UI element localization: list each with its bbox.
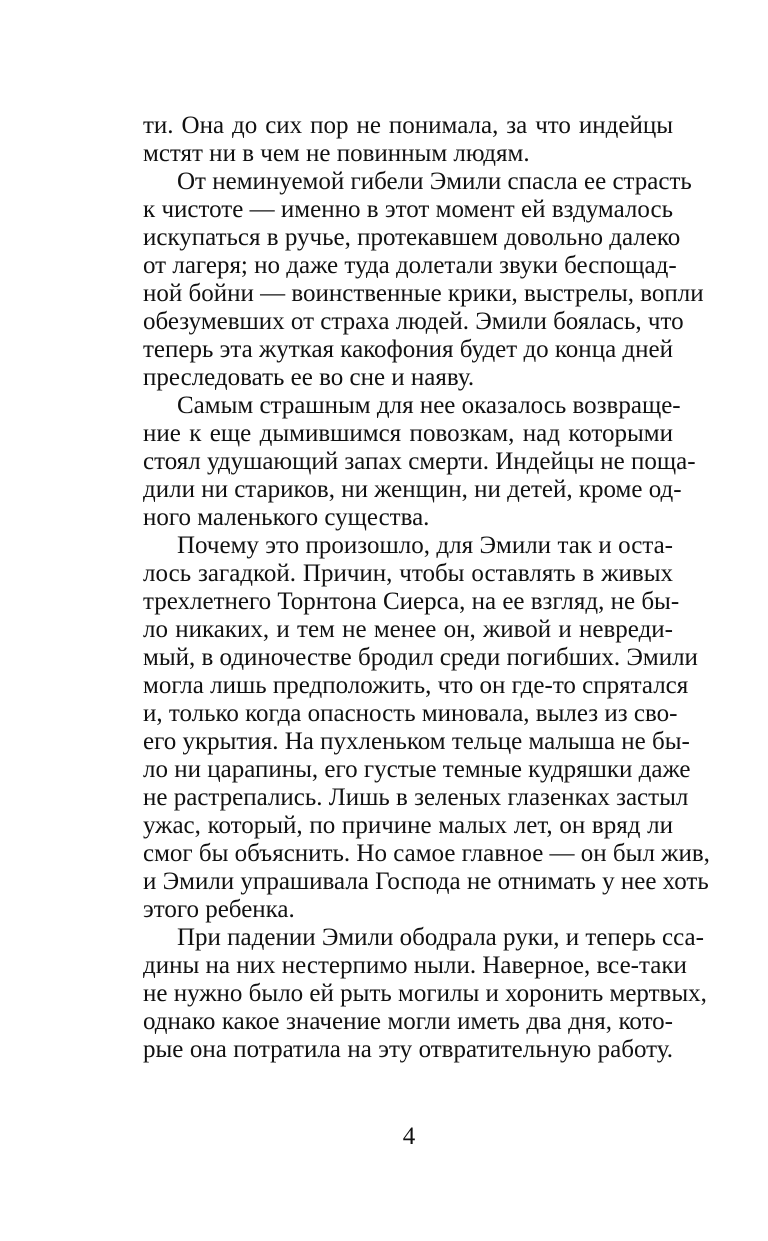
page-number: 4	[402, 1123, 416, 1150]
text-line: ло никаких, и тем не менее он, живой и невреди-	[143, 616, 673, 643]
text-line: ной бойни — воинственные крики, выстрелы, вопли	[143, 280, 704, 307]
body-text	[143, 112, 710, 1064]
text-line: его укрытия. На пухленьком тельце малыша не бы-	[143, 728, 690, 755]
text-line: от лагеря; но даже туда долетали звуки беспощад-	[143, 252, 677, 279]
text-line: От неминуемой гибели Эмили спасла ее страсть	[177, 168, 692, 195]
text-line: не растрепались. Лишь в зеленых глазенках застыл	[143, 784, 689, 811]
text-line: При падении Эмили ободрала руки, и теперь сса-	[177, 924, 704, 951]
text-line: и, только когда опасность миновала, вылез из сво-	[143, 700, 678, 727]
text-line: и Эмили упрашивала Господа не отнимать у нее хоть	[143, 868, 709, 895]
text-line: однако какое значение могли иметь два дня, кото-	[143, 1008, 673, 1035]
text-line: преследовать ее во сне и наяву.	[143, 364, 475, 391]
text-line: мый, в одиночестве бродил среди погибших. Эмили	[143, 644, 698, 671]
text-line: ло ни царапины, его густые темные кудряшки даже	[143, 756, 691, 783]
text-line: лось загадкой. Причин, чтобы оставлять в живых	[143, 560, 673, 587]
text-line: могла лишь предположить, что он где-то спрятался	[143, 672, 689, 699]
text-line: этого ребенка.	[143, 896, 295, 923]
text-line: рые она потратила на эту отвратительную работу.	[143, 1036, 673, 1063]
text-line: искупаться в ручье, протекавшем довольно далеко	[143, 224, 681, 251]
text-line: смог бы объяснить. Но самое главное — он был жив,	[143, 840, 710, 867]
text-line: теперь эта жуткая какофония будет до конца дней	[143, 336, 673, 363]
text-line: Почему это произошло, для Эмили так и оста-	[177, 532, 673, 559]
text-line: ужас, который, по причине малых лет, он вряд ли	[143, 812, 673, 839]
text-line: трехлетнего Торнтона Сиерса, на ее взгляд, не бы-	[143, 588, 680, 615]
text-line: стоял удушающий запах смерти. Индейцы не поща-	[143, 448, 696, 475]
text-line: Самым страшным для нее оказалось возвраще-	[177, 392, 681, 419]
text-line: дины на них нестерпимо ныли. Наверное, все-таки	[143, 952, 687, 979]
text-line: дили ни стариков, ни женщин, ни детей, кроме од-	[143, 476, 682, 503]
text-line: обезумевших от страха людей. Эмили боялась, что	[143, 308, 684, 335]
text-line: к чистоте — именно в этот момент ей вздумалось	[143, 196, 673, 223]
text-line: мстят ни в чем не повинным людям.	[143, 140, 530, 167]
text-line: ного маленького существа.	[143, 504, 430, 531]
text-line: ти. Она до сих пор не понимала, за что индейцы	[143, 112, 673, 139]
text-line: не нужно было ей рыть могилы и хоронить мертвых,	[143, 980, 707, 1007]
text-line: ние к еще дымившимся повозкам, над которыми	[143, 420, 673, 447]
